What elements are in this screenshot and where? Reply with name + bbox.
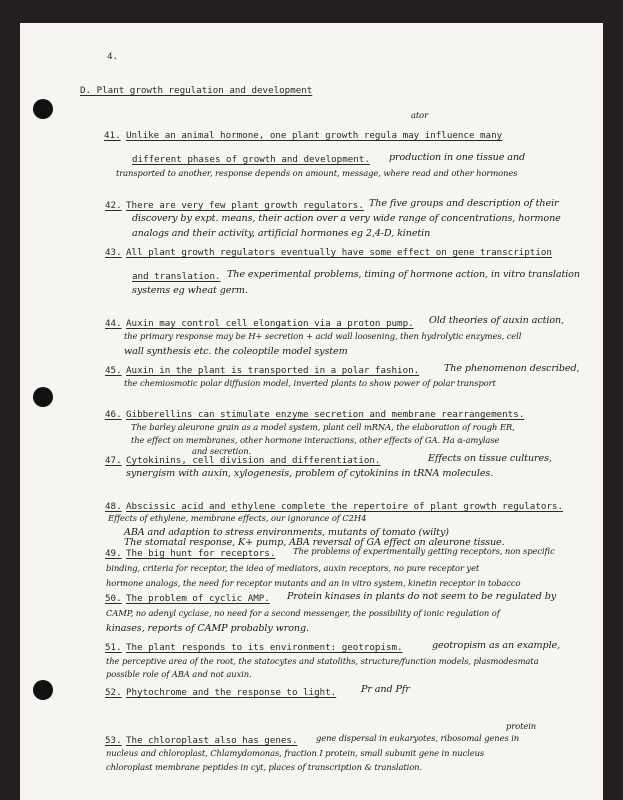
item-number: 44. bbox=[105, 318, 122, 329]
typed-line: The plant responds to its environment: geotropism. bbox=[126, 642, 403, 653]
handwritten-note: kinases, reports of CAMP probably wrong. bbox=[106, 623, 309, 634]
handwritten-note: CAMP, no adenyl cyclase, no need for a second messenger, the possibility of ionic regulation of bbox=[106, 608, 500, 618]
handwritten-note: The five groups and description of their bbox=[369, 198, 559, 209]
handwritten-note: the perceptive area of the root, the statocytes and statoliths, structure/function models, plasmodesmata bbox=[106, 656, 539, 666]
handwritten-note: gene dispersal in eukaryotes, ribosomal genes in bbox=[316, 733, 520, 743]
handwritten-note: The barley aleurone grain as a model system, plant cell mRNA, the elaboration of rough ER, bbox=[131, 422, 515, 432]
handwritten-note: the primary response may be H+ secretion + acid wall loosening, then hydrolytic enzymes, cell bbox=[124, 331, 522, 341]
handwritten-note: the effect on membranes, other hormone interactions, other effects of GA. Ha α-amylase bbox=[131, 435, 500, 445]
handwritten-note: Effects of ethylene, membrane effects, our ignorance of C2H4 bbox=[108, 513, 367, 523]
item-number: 53. bbox=[105, 735, 122, 746]
typed-line: All plant growth regulators eventually have some effect on gene transcription bbox=[126, 247, 552, 258]
binder-hole-top bbox=[33, 99, 53, 119]
item-number: 43. bbox=[105, 247, 122, 258]
typed-line: The chloroplast also has genes. bbox=[126, 735, 298, 746]
typed-line: The big hunt for receptors. bbox=[126, 548, 276, 559]
typed-line: different phases of growth and development. bbox=[132, 154, 370, 165]
item-number: 48. bbox=[105, 501, 122, 512]
handwritten-note: systems eg wheat germ. bbox=[132, 285, 248, 296]
section-heading: D. Plant growth regulation and development bbox=[80, 85, 313, 96]
handwritten-note: The problems of experimentally getting receptors, non specific bbox=[293, 546, 555, 556]
typed-line: Gibberellins can stimulate enzyme secretion and membrane rearrangements. bbox=[126, 409, 525, 420]
item-number: 47. bbox=[105, 455, 122, 466]
handwritten-note: Pr and Pfr bbox=[361, 684, 410, 695]
binder-hole-bottom bbox=[33, 680, 53, 700]
item-number: 42. bbox=[105, 200, 122, 211]
handwritten-insert: ator bbox=[411, 110, 429, 120]
typed-line: Abscissic acid and ethylene complete the repertoire of plant growth regulators. bbox=[126, 501, 563, 512]
typed-line: and translation. bbox=[132, 271, 221, 282]
typed-line: Auxin in the plant is transported in a polar fashion. bbox=[126, 365, 420, 376]
handwritten-note: the chemiosmotic polar diffusion model, inverted plants to show power of polar transport bbox=[124, 378, 496, 388]
typed-line: Cytokinins, cell division and differentiation. bbox=[126, 455, 381, 466]
handwritten-note: nucleus and chloroplast, Chlamydomonas, fraction I protein, small subunit gene in nucleus bbox=[106, 748, 485, 758]
handwritten-note: binding, criteria for receptor, the idea of mediators, auxin receptors, no pure receptor yet bbox=[106, 563, 480, 573]
binder-hole-middle bbox=[33, 387, 53, 407]
typed-line: Unlike an animal hormone, one plant growth regula may influence many bbox=[126, 130, 503, 141]
item-number: 41. bbox=[104, 130, 121, 141]
item-number: 51. bbox=[105, 642, 122, 653]
handwritten-note: synergism with auxin, xylogenesis, problem of cytokinins in tRNA molecules. bbox=[126, 468, 494, 479]
handwritten-note: wall synthesis etc. the coleoptile model system bbox=[124, 346, 348, 357]
handwritten-note: discovery by expt. means, their action over a very wide range of concentrations, hormone bbox=[132, 213, 561, 224]
typed-line: There are very few plant growth regulators. bbox=[126, 200, 364, 211]
handwritten-note: The phenomenon described, bbox=[444, 363, 580, 374]
handwritten-note: production in one tissue and bbox=[389, 152, 526, 163]
handwritten-note: Protein kinases in plants do not seem to be regulated by bbox=[287, 591, 557, 602]
document-page bbox=[20, 23, 603, 800]
handwritten-note: Old theories of auxin action, bbox=[429, 315, 565, 326]
handwritten-note: ABA and adaption to stress environments, mutants of tomato (wilty) bbox=[124, 527, 449, 538]
handwritten-note: geotropism as an example, bbox=[432, 640, 561, 651]
handwritten-note: chloroplast membrane peptides in cyt, places of transcription & translation. bbox=[106, 762, 423, 772]
handwritten-note: transported to another, response depends on amount, message, where read and other hormones bbox=[116, 168, 518, 178]
handwritten-note: possible role of ABA and not auxin. bbox=[106, 669, 252, 679]
handwritten-note: The experimental problems, timing of hormone action, in vitro translation bbox=[227, 269, 580, 280]
item-number: 52. bbox=[105, 687, 122, 698]
typed-line: The problem of cyclic AMP. bbox=[126, 593, 270, 604]
item-number: 49. bbox=[105, 548, 122, 559]
item-number: 50. bbox=[105, 593, 122, 604]
handwritten-note: and secretion. bbox=[192, 446, 252, 456]
item-number: 45. bbox=[105, 365, 122, 376]
typed-line: Phytochrome and the response to light. bbox=[126, 687, 337, 698]
typed-line: Auxin may control cell elongation via a proton pump. bbox=[126, 318, 414, 329]
handwritten-note: analogs and their activity, artificial hormones eg 2,4-D, kinetin bbox=[132, 228, 431, 239]
item-number: 46. bbox=[105, 409, 122, 420]
handwritten-note: Effects on tissue cultures, bbox=[428, 453, 552, 464]
handwritten-insert: protein bbox=[506, 721, 537, 731]
handwritten-note: hormone analogs, the need for receptor mutants and an in vitro system, kinetin receptor in tobacco bbox=[106, 578, 521, 588]
handwritten-note: The stomatal response, K+ pump, ABA reversal of GA effect on aleurone tissue. bbox=[124, 537, 505, 548]
page-number: 4. bbox=[107, 51, 119, 62]
